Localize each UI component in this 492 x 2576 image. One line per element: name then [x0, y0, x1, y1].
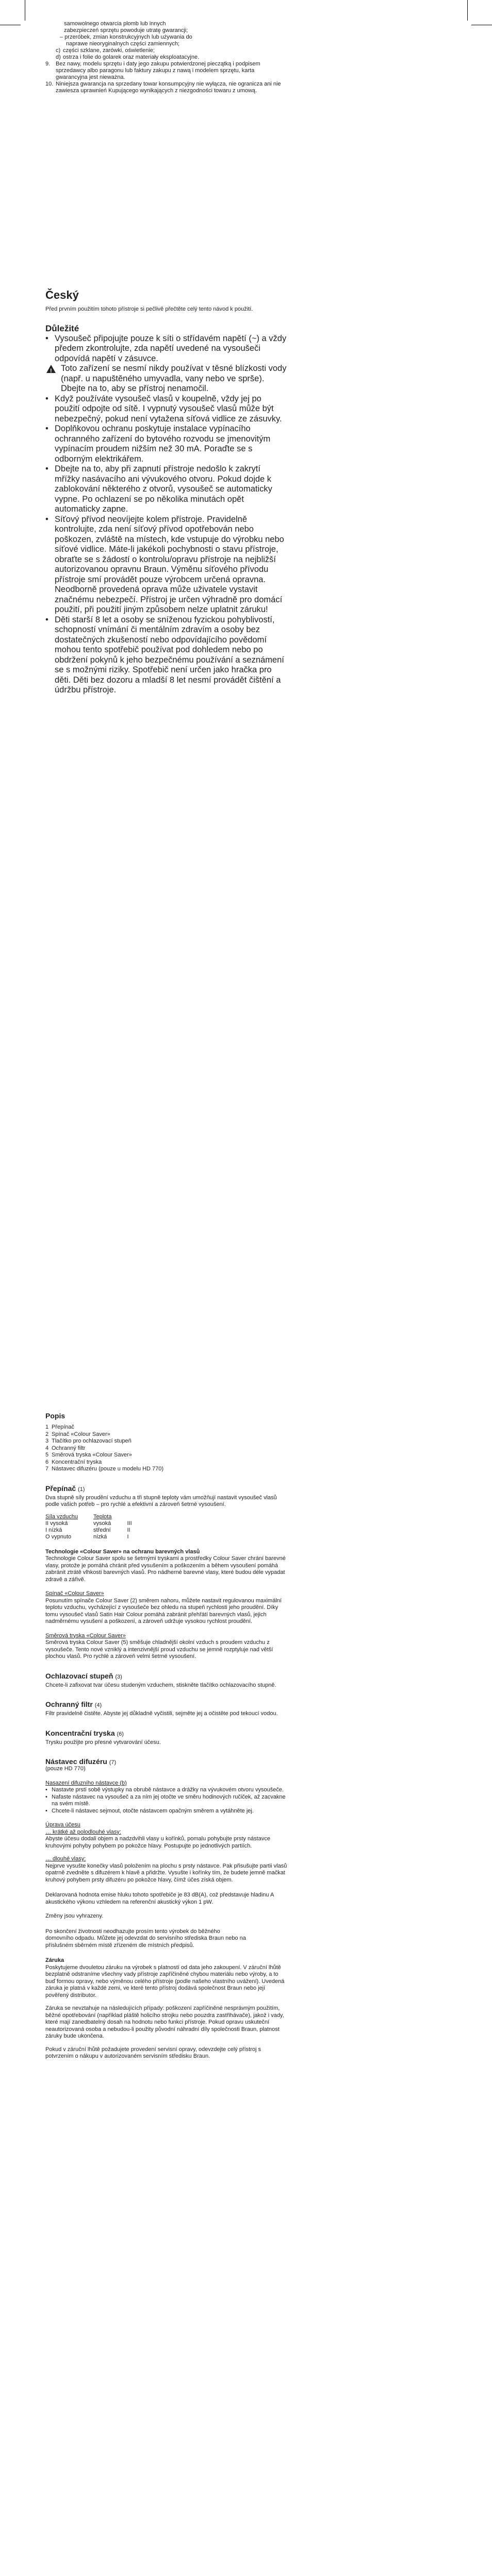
colour-saver-switch-heading: Spínač «Colour Saver» [45, 1590, 104, 1597]
table-row [45, 1527, 147, 1534]
table-cell: I [127, 1533, 129, 1540]
popis-item-number: 1 [45, 1424, 49, 1430]
table-header: Teplota [93, 1513, 112, 1520]
prepinac-text: Dva stupně síly proudění vzduchu a tři stupně teploty vám umožňují nastavit vysoušeč vlasů podle vašich potřeb – pro rychlé a efektivní a zároveň šetrné vysoušení. [45, 1494, 277, 1507]
popis-item-text: Přepínač [52, 1424, 75, 1430]
bullet-item [45, 334, 288, 364]
diffuser-title: Nástavec difuzéru [45, 1757, 107, 1766]
bullet-icon: • [45, 514, 48, 524]
diffuser-attach-list [45, 1787, 288, 1815]
recycling-text: Po skončení životnosti neodhazujte prosím tento výrobek do běžného domovního odpadu. Můžete jej odevzdat do servisního střediska Braun nebo na příslušném sběrném místě zřízeném dle místních předpisů. [45, 1928, 246, 1948]
popis-item [45, 1424, 288, 1431]
section-title-cesky: Český [45, 289, 79, 301]
settings-table [45, 1514, 147, 1540]
table-row [45, 1520, 147, 1527]
popis-item-text: Spínač «Colour Saver» [52, 1431, 110, 1437]
popis-item-number: 7 [45, 1466, 49, 1472]
warranty-heading: Záruka [45, 1957, 64, 1963]
diffuser-heading [45, 1757, 288, 1766]
concentrator-ref: (6) [117, 1731, 124, 1737]
popis-item-text: Koncentrační tryska [52, 1459, 102, 1465]
prepinac-ref: (1) [78, 1486, 85, 1493]
filter-title: Ochranný filtr [45, 1700, 93, 1708]
popis-item-text: Tlačítko pro ochlazovací stupeň [52, 1438, 132, 1444]
bullet-icon: • [45, 615, 48, 624]
cool-shot-heading [45, 1672, 288, 1680]
list-item [45, 47, 288, 54]
table-cell: střední [93, 1527, 111, 1533]
filter-ref: (4) [94, 1702, 102, 1708]
colour-saver-nozzle-heading: Směrová tryska «Colour Saver» [45, 1632, 126, 1639]
bullet-text: Toto zařízení se nesmí nikdy používat v těsné blízkosti vody (např. u napuštěného umyvadla, vany nebo ve sprše). Dbejte na to, aby se přístroj nenamočil. [61, 364, 287, 393]
popis-item-number: 3 [45, 1438, 49, 1444]
table-cell: II vysoká [45, 1520, 68, 1527]
bullet-text: Dbejte na to, aby při zapnutí přístroje nedošlo k zakrytí mřížky nasávacího ani vývukového otvoru. Pokud dojde k zablokování některého z otvorů, vysoušeč se automaticky vypne. Po ochlazení se po několika minutách opět automaticky zapne. [55, 464, 272, 514]
list-item-text: ostrza i folie do golarek oraz materiały eksploatacyjne. [63, 54, 200, 60]
bullet-icon: • [45, 1787, 47, 1793]
cool-shot-text: Chcete-li zafixovat tvar účesu studeným vzduchem, stiskněte tlačítko ochlazovacího stupně. [45, 1682, 276, 1688]
bullet-item [45, 394, 288, 425]
bullet-item [45, 1787, 288, 1794]
popis-item [45, 1438, 288, 1445]
styling-heading: Úprava účesu [45, 1822, 80, 1828]
bullet-item [45, 364, 288, 394]
prepinac-heading [45, 1484, 288, 1493]
popis-item [45, 1459, 288, 1466]
popis-item [45, 1466, 288, 1473]
warranty-text-3: Pokud v záruční lhůtě požadujete provedení servisní opravy, odevzdejte celý přístroj s potvrzením o nákupu v autorizovaném servisním středisku Braun. [45, 2046, 261, 2059]
long-hair-text: Nejprve vysušte konečky vlasů položením na plochu s prsty nástavce. Pak přisušujte partii vlasů opatrně zvedněte s difuzérem k hlavě a přidržte. Vysušte i kořínky tím, že budete jemně mačkat kruhový pohybem prsty difuzéru po pokožce hlavy, čímž účes získá objem. [45, 1862, 287, 1883]
diffuser-attach-heading: Nasazení difuzního nástavce (b) [45, 1780, 127, 1786]
bullet-icon: • [45, 1807, 47, 1814]
bullet-text: Chcete-li nástavec sejmout, otočte nástavcem opačným směrem a vytáhněte jej. [52, 1807, 254, 1814]
bullet-icon: • [45, 1793, 47, 1800]
bullet-icon: • [45, 333, 48, 343]
dulezite-heading: Důležité [45, 323, 79, 333]
popis-item-number: 6 [45, 1459, 49, 1465]
list-item-number: d) [56, 54, 61, 60]
popis-item-number: 5 [45, 1452, 49, 1458]
warranty-text-2: Záruka se nevztahuje na následujících případy: poškození zapříčiněné nesprávným použitím, běžné opotřebování (například pláště holicího strojku nebo pouzdra zastřihávače), jakož i vady, které mají zanedbatelný dosah na hodnotu nebo funkci přístroje. Pokud opravu uskuteční neautorizovaná osoba a nebudou-li použity původní náhradní díly společnosti Braun, platnost záruky bude ukončena. [45, 2005, 284, 2039]
bullet-text: Nafaste nástavec na vysoušeč a za ním jej otočte ve směru hodinových ručiček, až zacvakne na svém místě. [52, 1793, 286, 1807]
prepinac-title: Přepínač [45, 1484, 76, 1493]
bullet-item [45, 515, 288, 615]
popis-item-text: Ochranný filtr [52, 1445, 86, 1451]
list-item [45, 81, 288, 94]
concentrator-title: Koncentrační tryska [45, 1728, 115, 1737]
popis-item-number: 4 [45, 1445, 49, 1451]
bullet-text: Když používáte vysoušeč vlasů v koupelně, vždy jej po použití odpojte od sítě. I vypnutý vysoušeč vlasů může být nebezpečný, pokud není vytažena síťová vidlice ze zásuvky. [55, 394, 282, 423]
popis-item-number: 2 [45, 1431, 49, 1437]
bullet-text: Vysoušeč připojujte pouze k síti o střídavém napětí (~) a vždy předem zkontrolujte, zda napětí uvedené na vysoušeči odpovídá napětí v zásuvce. [55, 333, 287, 363]
table-cell: I nízká [45, 1527, 62, 1533]
continuation-line: – przeróbek, zmian konstrukcyjnych lub używania do [60, 34, 192, 40]
cool-shot-ref: (3) [115, 1673, 122, 1680]
table-header: Síla vzduchu [45, 1513, 78, 1520]
list-item [45, 61, 288, 81]
diffuser-sub: (pouze HD 770) [45, 1766, 86, 1772]
changes-text: Změny jsou vyhrazeny. [45, 1913, 104, 1919]
concentrator-heading [45, 1729, 288, 1737]
bullet-text: Doplňkovou ochranu poskytuje instalace vypínacího ochranného zařízení do bytového rozvodu se jmenovitým vypínacím proudem nižším než 30 mA. Poraďte se s odborným elektrikářem. [55, 424, 271, 464]
bullet-text: Síťový přívod neovíjejte kolem přístroje. Pravidelně kontrolujte, zda není síťový přívod opotřebován nebo poškozen, zvláště na místech, kde vstupuje do výrobku nebo síťové vidlice. Máte-li jakékoli pochybnosti o stavu přístroje, obraťte se s žádostí o kontrolu/opravu přístroje na nejbližší autorizovanou opravnu Braun. Výměnu síťového přívodu přístroje smí provádět pouze výrobcem určená opravna. Neodborně provedená oprava může uživatele vystavit značnému nebezpečí. Přístroj je určen výhradně pro domácí použití, při použití jiným způsobem nelze uplatnit záruku! [55, 514, 284, 614]
warning-triangle-icon [46, 365, 56, 373]
continuation-line: samowolnego otwarcia plomb lub innych [64, 21, 166, 27]
table-row [45, 1534, 147, 1540]
filter-heading [45, 1700, 288, 1708]
important-bullet-list [45, 334, 288, 696]
list-item-text: Niniejsza gwarancja na sprzedany towar konsumpcyjny nie wyłącza, nie ogranicza ani nie zawiesza uprawnień Kupującego wynikających z niezgodności towaru z umową. [56, 81, 281, 94]
table-header [127, 1514, 147, 1520]
bullet-text: Nastavte prstí sobě výstupky na obrubě nástavce a drážky na vývukovém otvoru vysoušeče. [52, 1787, 284, 1793]
list-item [45, 54, 288, 61]
bullet-item [45, 424, 288, 464]
colour-saver-nozzle-text: Směrová tryska Colour Saver (5) směšuje chladnější okolní vzduch s proudem vzduchu z vysoušeče. Tento nové vzniklý a intenzivnější proud vzduchu se jemně rozptyluje nad větší plochou vlasů. Pro rychlé a zároveň velmi šetrné vysoušení. [45, 1639, 273, 1659]
colour-saver-switch-text: Posunutím spínače Colour Saver (2) směrem nahoru, můžete nastavit regulovanou maximální teplotu vzduchu, vycházející z vysoušeče bez ohledu na stupeň rychlosti jeho proudění. Díky tomu vysoušeč vlasů Satin Hair Colour pomáhá zabránit přehřátí barevných vlasů, jejich nadměrnému vysušení a poškození, a zároveň udržuje vysokou rychlost proudění. [45, 1597, 282, 1624]
section-cesky [45, 289, 288, 696]
bullet-icon: • [45, 464, 48, 473]
bullet-icon: • [45, 394, 48, 403]
list-item-text: części szklane, zarówki, oświetlenie; [63, 47, 155, 54]
table-cell: III [127, 1520, 132, 1527]
diffuser-ref: (7) [109, 1759, 117, 1766]
list-item-number: 9. [45, 61, 51, 67]
popis-item-text: Nástavec difuzéru (pouze u modelu HD 770) [52, 1466, 164, 1472]
table-header-row [45, 1514, 147, 1520]
popis-heading: Popis [45, 1412, 65, 1420]
crop-mark [467, 0, 468, 21]
continuation-line: zabezpieczeń sprzętu powoduje utratę gwarancji; [64, 27, 188, 33]
popis-item [45, 1445, 288, 1452]
concentrator-text: Trysku použijte pro přesné vytvarování účesu. [45, 1739, 161, 1745]
continuation-line: naprawe nieoryginalnych części zamiennych; [66, 41, 180, 47]
colour-saver-tech-text: Technologie Colour Saver spolu se šetrnými tryskami a prostředky Colour Saver chrání barevné vlasy, protože je pomáhá chránit před vysušením a poškozením a během vysoušení pomáhá zabránit ztrátě vlhkosti barevných vlasů. Pro nádherné barevné vlasy, které budou déle vypadat zdravě a zářivě. [45, 1555, 286, 1583]
list-item-number: 10. [45, 81, 54, 87]
table-cell: O vypnuto [45, 1533, 72, 1540]
intro-text: Před prvním použitím tohoto přístroje si pečlivě přečtěte celý tento návod k použití. [45, 306, 253, 312]
cool-shot-title: Ochlazovací stupeň [45, 1671, 113, 1680]
popis-item [45, 1452, 288, 1459]
table-cell: nízká [93, 1533, 107, 1540]
list-item-text: Bez nawy, modelu sprzętu i daty jego zakupu potwierdzonej pieczątką i podpisem sprzedawcy albo paragonu lub faktury zakupu z nawą i modelem sprzętu, karta gwarancyjna jest nieważna. [56, 61, 260, 80]
bullet-item [45, 615, 288, 696]
table-cell: vysoká [93, 1520, 111, 1527]
section-popis [45, 1412, 288, 2060]
popis-item-text: Směrová tryska «Colour Saver» [52, 1452, 132, 1458]
bullet-text: Děti starší 8 let a osoby se sníženou fyzickou pohyblivostí, schopností vnímání či mentálním zdravím a osoby bez dostatečných zkušeností nebo odpovídajícího povědomí mohou tento spotřebič používat pod dohledem nebo po obdržení pokynů k jeho bezpečnému používání a seznámení se s možnými riziky. Spotřebič není určen jako hračka pro děti. Děti bez dozoru a mladší 8 let nesmí provádět čištění a údržbu přístroje. [55, 615, 284, 694]
noise-text: Deklarovaná hodnota emise hluku tohoto spotřebiče je 83 dB(A), což představuje hladinu A akustického výkonu vzhledem na referenční akustický výkon 1 pW. [45, 1892, 274, 1905]
short-hair-heading: … krátké až polodlouhé vlasy: [45, 1828, 121, 1835]
top-warranty-list [45, 21, 288, 94]
bullet-item [45, 1808, 288, 1815]
warranty-text-1: Poskytujeme dvouletou záruku na výrobek s platností od data jeho zakoupení. V záruční lhůtě bezplatně odstraníme všechny vady přístroje zapříčiněné chybou materiálu nebo výroby, a to buď formou opravy, nebo výměnou celého přístroje (podle našeho vlastního uvážení). Uvedená záruka je platná v každé zemi, ve které tento přístroj dodává společnost Braun nebo její pověřený distributor. [45, 1964, 285, 1998]
bullet-item [45, 1794, 288, 1808]
filter-text: Filtr pravidelně čistěte. Abyste jej důkladně vyčistili, sejměte jej a očistěte pod tekoucí vodou. [45, 1710, 278, 1717]
list-item-number: c) [56, 47, 61, 54]
popis-item [45, 1431, 288, 1438]
colour-saver-tech-heading: Technologie «Colour Saver» na ochranu barevných vlasů [45, 1548, 200, 1555]
short-hair-text: Abyste účesu dodali objem a nadzdvihli vlasy u kořínků, pomalu pohybujte prsty nástavce kruhovými pohyby pohybem po pokožce hlavy. Postupujte po jednotlivých partiích. [45, 1836, 270, 1849]
popis-list [45, 1424, 288, 1473]
bullet-icon: • [45, 424, 48, 433]
long-hair-heading: … dlouhé vlasy: [45, 1856, 86, 1862]
table-cell: II [127, 1527, 130, 1533]
bullet-item [45, 464, 288, 515]
